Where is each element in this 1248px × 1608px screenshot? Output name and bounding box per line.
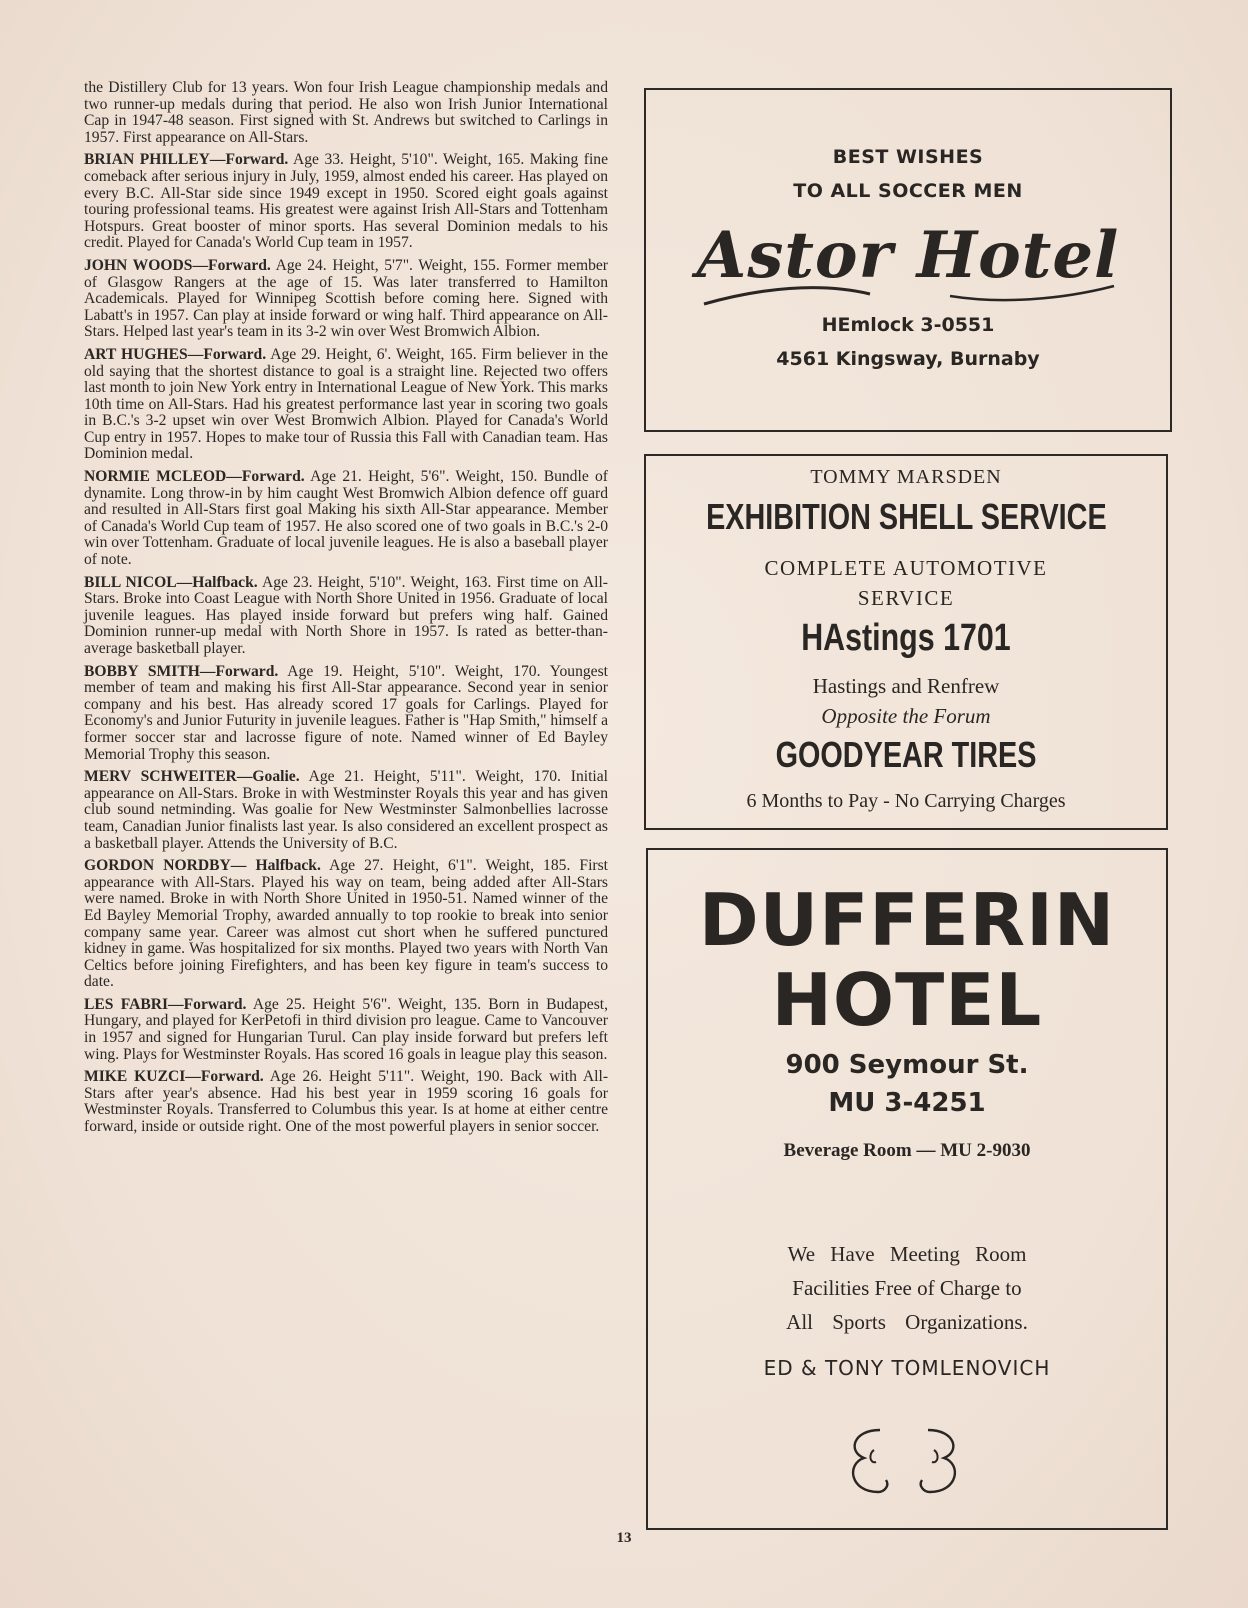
exhibition-tires: GOODYEAR TIRES bbox=[775, 734, 1037, 775]
astor-hotel-ad bbox=[644, 88, 1172, 432]
player-bio bbox=[84, 347, 608, 463]
player-name: JOHN WOODS—Forward. bbox=[84, 256, 271, 274]
player-details: Age 26. Height 5'11". Weight, 190. Back with All-Stars after year's absence. Had his best year in 1959 scoring 16 goals for Westminster Royals. Transferred to Columbus this year. Is at home at either centre forward, inside or outside right. One of the most powerful players in senior soccer. bbox=[84, 1068, 609, 1136]
dufferin-address: 900 Seymour St. bbox=[785, 1050, 1029, 1080]
player-name: BRIAN PHILLEY—Forward. bbox=[84, 151, 289, 169]
player-bio bbox=[84, 469, 608, 569]
exhibition-shell-ad bbox=[644, 454, 1168, 830]
player-details: Age 21. Height, 5'6". Weight, 150. Bundle of dynamite. Long throw-in by him caught West Bromwich Albion defence off guard and resulted in All-Stars first goal Making his sixth All-Star appearance. Member of Canada's World Cup team of 1957. He also scored one of two goals in B.C.'s 2-0 win over Tottenham. Graduate of local juvenile leagues. He is also a baseball player of note. bbox=[84, 468, 608, 569]
player-name: MERV SCHWEITER—Goalie. bbox=[84, 768, 300, 786]
exhibition-tagline2: SERVICE bbox=[857, 586, 955, 610]
player-name: GORDON NORDBY— Halfback. bbox=[84, 857, 321, 875]
player-details: Age 19. Height, 5'10". Weight, 170. Youngest member of team and making his first All-Star appearance. Second year in senior company and his best. Has already scored 17 goals for Carlings. Played for Economy's and Junior Futurity in juvenile leagues. Father is "Hap Smith," himself a former soccer star and lacrosse figure of note. Named winner of Ed Bayley Memorial Trophy this season. bbox=[84, 662, 608, 763]
player-bio bbox=[84, 575, 608, 658]
intro-paragraph: the Distillery Club for 13 years. Won four Irish League championship medals and two runner-up medals during that period. He also won Irish Junior International Cap in 1947-48 season. First signed with St. Andrews but switched to Carlings in 1957. First appearance on All-Stars. bbox=[84, 79, 608, 146]
exhibition-phone: HAstings 1701 bbox=[801, 617, 1011, 659]
exhibition-name: EXHIBITION SHELL SERVICE bbox=[705, 496, 1107, 537]
exhibition-name-wrap bbox=[646, 496, 1166, 538]
exhibition-phone-wrap bbox=[646, 616, 1166, 660]
astor-address: 4561 Kingsway, Burnaby bbox=[776, 348, 1040, 370]
exhibition-tagline1: COMPLETE AUTOMOTIVE bbox=[764, 556, 1048, 580]
player-name: ART HUGHES—Forward. bbox=[84, 345, 267, 363]
player-details: Age 25. Height 5'6". Weight, 135. Born in Budapest, Hungary, and played for KerPetofi in third division pro league. Came to Vancouver in 1957 and signed for Hungarian Turul. Can play inside forward but prefers left wing. Plays for Westminster Royals. Has scored 16 goals in league play this season. bbox=[84, 995, 609, 1063]
astor-underline-swash bbox=[700, 274, 1120, 314]
dufferin-meeting1: We Have Meeting Room bbox=[787, 1242, 1027, 1266]
player-name: BILL NICOL—Halfback. bbox=[84, 573, 258, 591]
player-details: Age 21. Height, 5'11". Weight, 170. Initial appearance on All-Stars. Broke in with Westminster Royals this year and has given club sound netminding. Was goalie for New Westminster Salmonbellies lacrosse team, Canadian Junior finalists last year. Is also considered an excellent prospect as a basketball player. Attends the University of B.C. bbox=[84, 768, 608, 852]
player-bio bbox=[84, 858, 608, 991]
astor-line2: TO ALL SOCCER MEN bbox=[793, 180, 1023, 202]
exhibition-owner: TOMMY MARSDEN bbox=[810, 466, 1002, 488]
dufferin-phone: MU 3-4251 bbox=[828, 1088, 986, 1118]
player-details: Age 27. Height, 6'1". Weight, 185. First appearance with All-Stars. Played his way on team, being added after All-Stars were named. Broke in with North Shore United in 1950-51. Named winner of the Ed Bayley Memorial Trophy, awarded annually to top rookie to break into senior company same year. Career was almost cut short when he suffered punctured kidney in game. Was hospitalized for six months. Played two years with North Van Celtics before joining Firefighters, and has been key figure in team's success to date. bbox=[84, 857, 608, 991]
exhibition-landmark: Opposite the Forum bbox=[821, 704, 991, 728]
player-name: MIKE KUZCI—Forward. bbox=[84, 1068, 264, 1086]
astor-line1: BEST WISHES bbox=[832, 146, 984, 168]
dufferin-owners: ED & TONY TOMLENOVICH bbox=[763, 1356, 1051, 1380]
ornament-icon bbox=[834, 1420, 974, 1504]
player-name: NORMIE MCLEOD—Forward. bbox=[84, 468, 305, 486]
player-details: Age 24. Height, 5'7". Weight, 155. Former member of Glasgow Rangers at the age of 15. Was later transferred to Hamilton Academicals. Played for Winnipeg Scottish before coming here. Signed with Labatt's in 1957. Can play at inside forward or wing half. Third appearance on All-Stars. Helped last year's team in its 3-2 win over West Bromwich Albion. bbox=[84, 256, 608, 341]
dufferin-name2: HOTEL bbox=[771, 958, 1043, 1042]
dufferin-name1: DUFFERIN bbox=[698, 878, 1116, 962]
exhibition-terms: 6 Months to Pay - No Carrying Charges bbox=[746, 790, 1066, 812]
astor-hotel-logo: Astor Hotel bbox=[696, 218, 1120, 293]
dufferin-beverage: Beverage Room — MU 2-9030 bbox=[783, 1140, 1031, 1161]
dufferin-hotel-ad bbox=[646, 848, 1168, 1530]
exhibition-location: Hastings and Renfrew bbox=[812, 674, 1000, 698]
player-bio bbox=[84, 1069, 608, 1135]
exhibition-tires-wrap bbox=[646, 734, 1166, 776]
player-bios-column bbox=[84, 80, 608, 1142]
player-name: LES FABRI—Forward. bbox=[84, 995, 247, 1013]
dufferin-meeting3: All Sports Organizations. bbox=[786, 1310, 1028, 1334]
player-bio bbox=[84, 258, 608, 341]
player-list bbox=[84, 152, 608, 1135]
page-number: 13 bbox=[616, 1530, 632, 1546]
player-bio bbox=[84, 997, 608, 1063]
astor-phone: HEmlock 3-0551 bbox=[821, 314, 995, 336]
player-bio bbox=[84, 152, 608, 252]
player-name: BOBBY SMITH—Forward. bbox=[84, 662, 279, 680]
player-bio bbox=[84, 664, 608, 764]
dufferin-meeting2: Facilities Free of Charge to bbox=[792, 1276, 1022, 1300]
player-details: Age 29. Height, 6'. Weight, 165. Firm believer in the old saying that the shortest distance to goal is a straight line. Rejected two offers last month to join New York entry in International League of New York. This marks 10th time on All-Stars. Had his greatest performance last year in scoring two goals in B.C.'s 3-2 upset win over West Bromwich Albion. Played for Canada's World Cup entry in 1957. Hopes to make tour of Russia this Fall with Canadian team. Has Dominion medal. bbox=[84, 345, 608, 463]
player-bio bbox=[84, 769, 608, 852]
player-details: Age 23. Height, 5'10". Weight, 163. First time on All-Stars. Broke into Coast League with North Shore United in 1956. Graduate of local juvenile leagues. Has played inside forward but prefers wing half. Gained Dominion runner-up medal with North Shore in 1957. Is rated as better-than-average basketball player. bbox=[84, 573, 609, 657]
player-details: Age 33. Height, 5'10". Weight, 165. Making fine comeback after serious injury in July, 1959, almost ended his career. Has played on every B.C. All-Star side since 1949 except in 1950. Scored eight goals against touring professional teams. His greatest were against Irish All-Stars and Tottenham Hotspurs. Great booster of minor sports. Has several Dominion medals to his credit. Played for Canada's World Cup team in 1957. bbox=[84, 151, 608, 252]
